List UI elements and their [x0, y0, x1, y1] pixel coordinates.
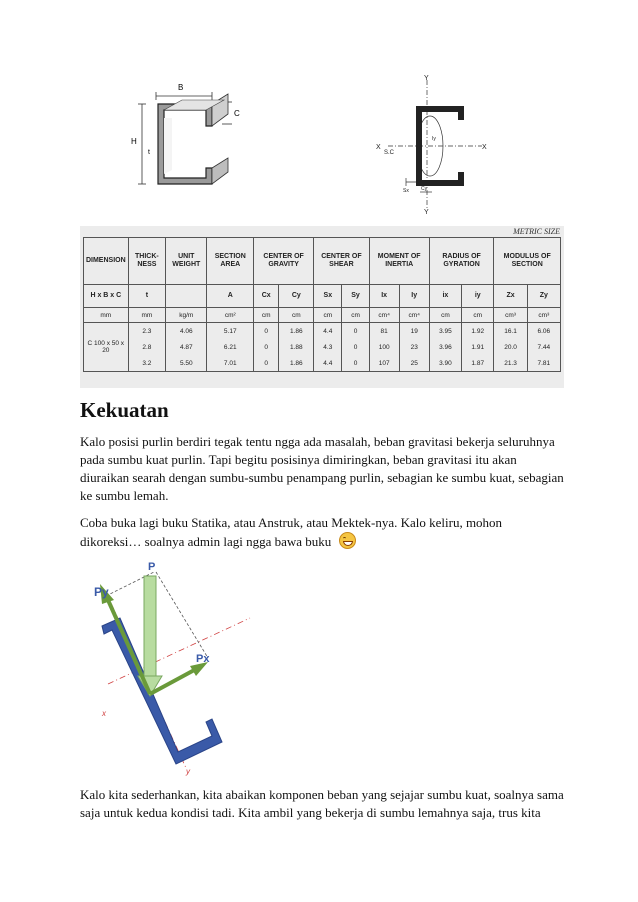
unit-cell: cm	[342, 308, 369, 323]
table-cell: 0	[254, 355, 279, 372]
paragraph-3: Kalo kita sederhankan, kita abaikan komponen beban yang sejajar sumbu kuat, soalnya sama saja untuk kedua kondisi tadi. Kita ambil yang bekerja di sumbu lemahnya saja, trus kita	[80, 787, 564, 820]
unit-cell: cm³	[494, 308, 527, 323]
label-px: Px	[196, 653, 210, 665]
table-cell: 4.87	[166, 339, 207, 355]
unit-cell: mm	[84, 308, 129, 323]
paragraph-1: Kalo posisi purlin berdiri tegak tentu ngga ada masalah, beban gravitasi bekerja seluruhnya pada sumbu kuat purlin. Tapi begitu posisinya dimiringkan, beban gravitasi itu akan diuraikan searah dengan sumbu-sumbu penampang purlin, sebagian ke sumbu kuat, sebagian ke sumbu lemah.	[80, 434, 564, 503]
table-cell: 3.95	[429, 323, 461, 340]
symbol-zy: Zy	[527, 285, 560, 308]
table-cell: 16.1	[494, 323, 527, 340]
label-iy: Iy	[432, 136, 436, 142]
table-cell: 25	[399, 355, 429, 372]
label-t: t	[148, 149, 150, 156]
table-cell: 4.3	[314, 339, 342, 355]
table-cell: 4.4	[314, 323, 342, 340]
header-moment-inertia: MOMENT OF INERTIA	[369, 238, 429, 285]
unit-cell: cm³	[527, 308, 560, 323]
axis-y-bottom: Y	[424, 209, 429, 214]
unit-cell: cm⁴	[369, 308, 399, 323]
unit-cell: cm	[279, 308, 314, 323]
metric-size-label: METRIC SIZE	[513, 227, 560, 236]
header-section-area: SECTION AREA	[207, 238, 254, 285]
header-radius-gyration: RADIUS OF GYRATION	[429, 238, 494, 285]
label-y-axis: y	[186, 767, 190, 776]
symbol-ix-radius: ix	[429, 285, 461, 308]
table-cell: 5.17	[207, 323, 254, 340]
table-cell: 4.4	[314, 355, 342, 372]
axis-y-top: Y	[424, 75, 429, 82]
table-cell: 1.91	[462, 339, 494, 355]
table-cell: 100	[369, 339, 399, 355]
table-cell: 7.01	[207, 355, 254, 372]
label-x-axis: x	[102, 709, 106, 718]
label-h: H	[131, 137, 137, 146]
symbol-t: t	[128, 285, 166, 308]
paragraph-2	[80, 514, 564, 551]
symbol-a: A	[207, 285, 254, 308]
symbol-ix-inertia: Ix	[369, 285, 399, 308]
smiley-emoji-icon	[339, 532, 356, 549]
paragraph-2-text: Coba buka lagi buku Statika, atau Anstruk, atau Mektek-nya. Kalo keliru, mohon dikoreksi… soalnya admin lagi ngga bawa buku	[80, 515, 503, 549]
dimension-cell: C 100 x 50 x 20	[84, 323, 129, 372]
table-cell: 0	[254, 323, 279, 340]
table-cell: 1.88	[279, 339, 314, 355]
table-cell: 7.81	[527, 355, 560, 372]
label-c: C	[234, 109, 240, 118]
table-cell: 0	[342, 339, 369, 355]
table-cell: 7.44	[527, 339, 560, 355]
label-cy: Cy	[421, 186, 428, 192]
section-heading: Kekuatan	[80, 398, 169, 422]
unit-cell: cm	[429, 308, 461, 323]
table-cell: 3.96	[429, 339, 461, 355]
c-section-3d-figure	[128, 78, 268, 198]
symbol-cy: Cy	[279, 285, 314, 308]
header-modulus-section: MODULUS OF SECTION	[494, 238, 561, 285]
table-cell: 20.0	[494, 339, 527, 355]
table-cell: 0	[342, 323, 369, 340]
table-cell: 19	[399, 323, 429, 340]
unit-cell: kg/m	[166, 308, 207, 323]
label-sx: Sx	[403, 188, 409, 194]
force-decomposition-diagram	[86, 556, 256, 776]
table-cell: 1.86	[279, 355, 314, 372]
section-properties-table	[83, 237, 561, 372]
symbol-zx: Zx	[494, 285, 527, 308]
header-center-shear: CENTER OF SHEAR	[314, 238, 369, 285]
table-cell: 6.06	[527, 323, 560, 340]
table-cell: 81	[369, 323, 399, 340]
symbol-empty	[166, 285, 207, 308]
unit-cell: mm	[128, 308, 166, 323]
table-cell: 1.86	[279, 323, 314, 340]
table-cell: 2.8	[128, 339, 166, 355]
label-b: B	[178, 83, 184, 92]
table-cell: 0	[254, 339, 279, 355]
unit-cell: cm²	[207, 308, 254, 323]
unit-cell: cm⁴	[399, 308, 429, 323]
table-cell: 21.3	[494, 355, 527, 372]
axis-x-right: X	[482, 144, 487, 151]
table-cell: 3.90	[429, 355, 461, 372]
table-cell: 5.50	[166, 355, 207, 372]
symbol-iy-radius: iy	[462, 285, 494, 308]
table-cell: 107	[369, 355, 399, 372]
table-cell: 1.87	[462, 355, 494, 372]
table-cell: 2.3	[128, 323, 166, 340]
table-cell: 6.21	[207, 339, 254, 355]
table-cell: 0	[342, 355, 369, 372]
unit-cell: cm	[462, 308, 494, 323]
unit-cell: cm	[314, 308, 342, 323]
symbol-cx: Cx	[254, 285, 279, 308]
header-unit-weight: UNIT WEIGHT	[166, 238, 207, 285]
header-dimension: DIMENSION	[84, 238, 129, 285]
table-cell: 4.06	[166, 323, 207, 340]
table-cell: 1.92	[462, 323, 494, 340]
table-cell: 23	[399, 339, 429, 355]
c-section-axis-figure	[370, 74, 500, 214]
label-p: P	[148, 561, 156, 573]
label-py: Py	[94, 585, 109, 599]
metric-size-table-container	[80, 226, 564, 388]
axis-x-left: X	[376, 144, 381, 151]
table-cell: 3.2	[128, 355, 166, 372]
unit-cell: cm	[254, 308, 279, 323]
symbol-sx: Sx	[314, 285, 342, 308]
header-thickness: THICK-NESS	[128, 238, 166, 285]
symbol-iy-inertia: Iy	[399, 285, 429, 308]
symbol-sy: Sy	[342, 285, 369, 308]
header-center-gravity: CENTER OF GRAVITY	[254, 238, 314, 285]
symbol-dimension: H x B x C	[84, 285, 129, 308]
label-sc: S.C	[384, 150, 395, 156]
